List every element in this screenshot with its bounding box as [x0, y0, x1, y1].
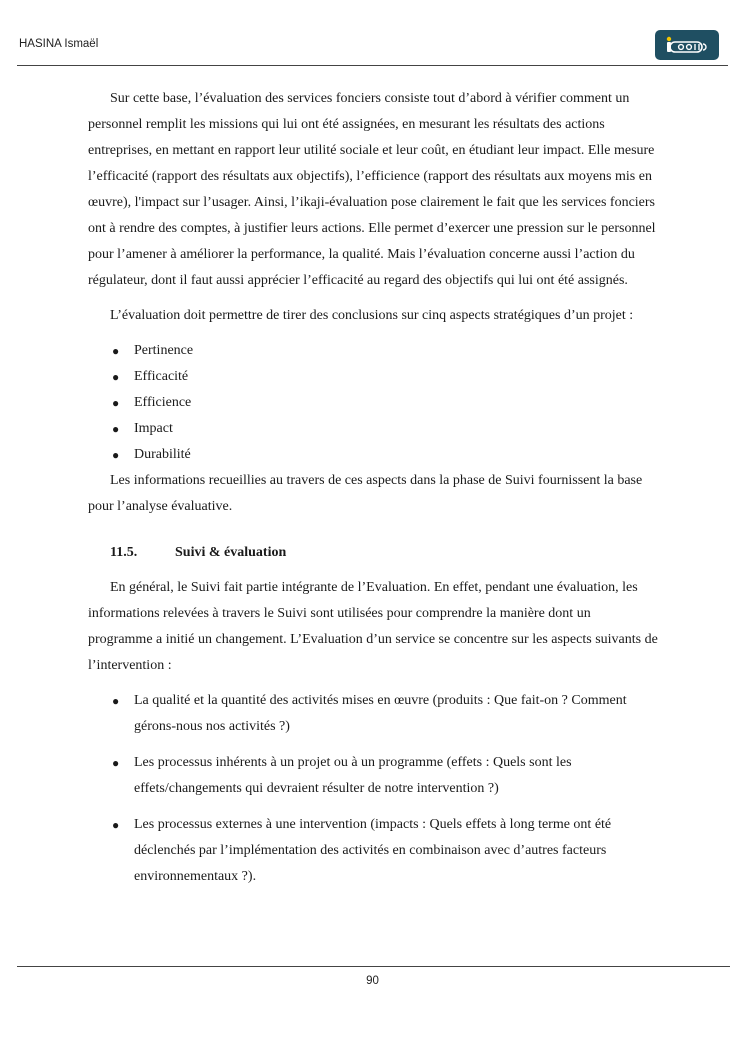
paragraph-monitoring-evaluation: [88, 575, 658, 679]
list-item-text: Les processus externes à une intervention (impacts : Quels effets à long terme ont été déclenchés par l’implémentation des activités en combinaison avec d’autres facteurs environnementaux ?).: [134, 817, 612, 884]
intervention-aspects-list: [88, 688, 658, 890]
list-item: [88, 750, 658, 802]
header-author: HASINA Ismaël: [19, 38, 99, 50]
bullet-icon: ●: [112, 756, 120, 770]
list-item: [88, 338, 658, 364]
list-item: [88, 688, 658, 740]
list-item: [88, 390, 658, 416]
list-item-text: Efficience: [134, 395, 192, 410]
logo-graphic: [655, 30, 719, 60]
organization-logo: [655, 30, 719, 60]
paragraph-evaluation-basis: [88, 86, 658, 294]
bullet-icon: ●: [112, 818, 120, 832]
section-heading: [88, 540, 658, 566]
list-item-text: Efficacité: [134, 369, 189, 384]
paragraph-text: Sur cette base, l’évaluation des services fonciers consiste tout d’abord à vérifier comment un personnel remplit les missions qui lui ont été assignées, en mesurant les résultats des actions entreprises, en mettant en rapport leur utilité sociale et leur coût, en étudiant leur impact. Elle mesure l’efficacité (rapport des résultats aux objectifs), l’efficience (rapport des résultats aux moyens mis en œuvre), l'impact sur l’usager. Ainsi, l’ikaji-évaluation pose clairement le fait que les services fonciers ont à rendre des comptes, à justifier leurs actions. Elle permet d’exercer une pression sur le personnel pour l’amener à améliorer la performance, la qualité. Mais l’évaluation concerne aussi l’action du régulateur, dont il faut aussi apprécier l’efficacité au regard des objectifs qui lui ont été assignés.: [88, 91, 656, 288]
bullet-icon: ●: [112, 344, 120, 358]
paragraph-information-collected: [88, 468, 658, 520]
list-item: [88, 812, 658, 890]
page-body: [88, 86, 658, 900]
list-item-text: Impact: [134, 421, 173, 436]
bullet-icon: ●: [112, 448, 120, 462]
list-item: [88, 364, 658, 390]
list-item-text: La qualité et la quantité des activités mises en œuvre (produits : Que fait-on ? Comment gérons-nous nos activités ?): [134, 693, 627, 734]
section-number: 11.5.: [110, 545, 138, 560]
bullet-icon: ●: [112, 422, 120, 436]
paragraph-text: Les informations recueillies au travers de ces aspects dans la phase de Suivi fournissent la base pour l’analyse évaluative.: [88, 473, 643, 514]
paragraph-text: En général, le Suivi fait partie intégrante de l’Evaluation. En effet, pendant une évaluation, les informations relevées à travers le Suivi sont utilisées pour comprendre la manière dont un programme a initié un changement. L’Evaluation d’un service se concentre sur les aspects suivants de l’intervention :: [88, 580, 658, 673]
aspects-list: [88, 338, 658, 468]
bullet-icon: ●: [112, 694, 120, 708]
list-item-text: Durabilité: [134, 447, 191, 462]
bullet-icon: ●: [112, 396, 120, 410]
section-title: Suivi & évaluation: [175, 545, 287, 560]
header-divider: [17, 65, 728, 66]
bullet-icon: ●: [112, 370, 120, 384]
list-item-text: Pertinence: [134, 343, 194, 358]
paragraph-strategic-aspects: [88, 303, 658, 329]
page-number: 90: [366, 975, 379, 987]
list-item: [88, 416, 658, 442]
list-item-text: Les processus inhérents à un projet ou à un programme (effets : Quels sont les effets/changements qui devraient résulter de notre intervention ?): [134, 755, 572, 796]
list-item: [88, 442, 658, 468]
paragraph-text: L’évaluation doit permettre de tirer des conclusions sur cinq aspects stratégiques d’un projet :: [110, 308, 634, 323]
footer-divider: [17, 966, 730, 967]
